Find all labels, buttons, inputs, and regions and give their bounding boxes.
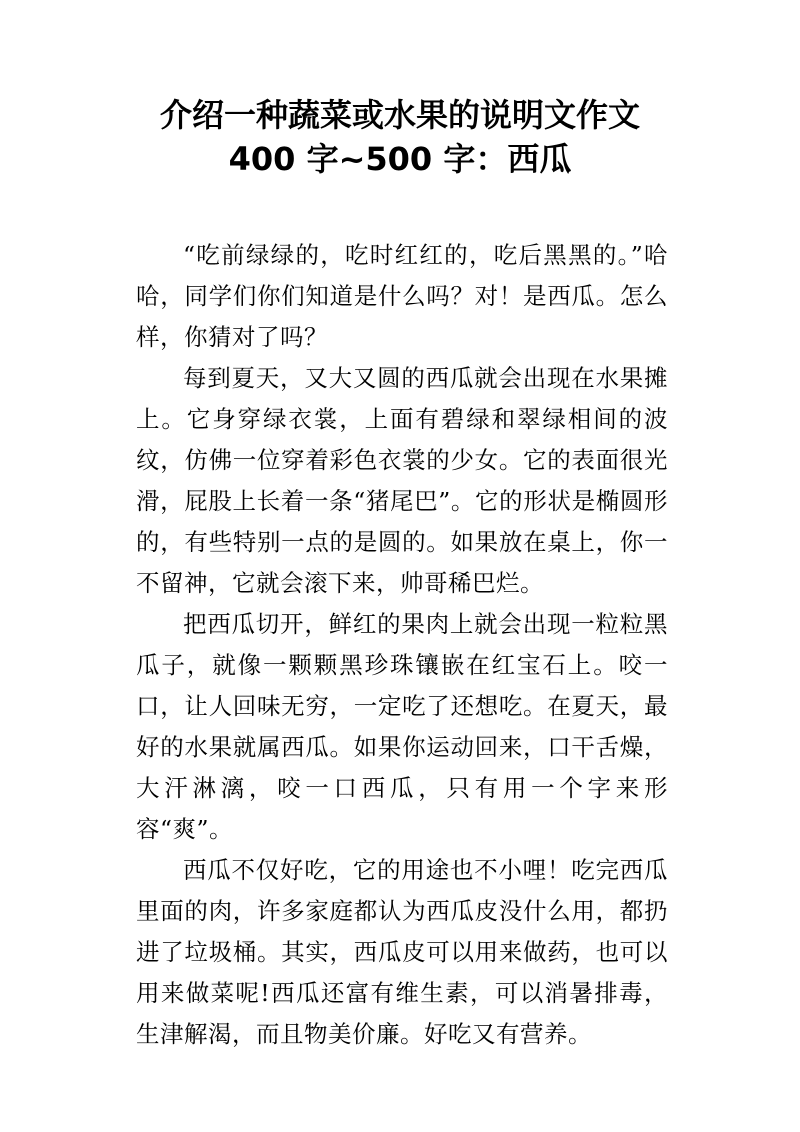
title-line-2: 400 字~500 字：西瓜 [228, 140, 572, 178]
paragraph-1: “吃前绿绿的，吃时红红的，吃后黑黑的。”哈哈，同学们你们知道是什么吗？对！是西瓜。怎么样，你猜对了吗？ [136, 241, 668, 351]
document-body [136, 235, 668, 1055]
paragraph-2: 每到夏天，又大又圆的西瓜就会出现在水果摊上。它身穿绿衣裳，上面有碧绿和翠绿相间的波纹，仿佛一位穿着彩色衣裳的少女。它的表面很光滑，屁股上长着一条“猪尾巴”。它的形状是椭圆形的，有些特别一点的是圆的。如果放在桌上，你一不留神，它就会滚下来，帅哥稀巴烂。 [136, 364, 668, 597]
paragraph-3: 把西瓜切开，鲜红的果肉上就会出现一粒粒黑瓜子，就像一颗颗黑珍珠镶嵌在红宝石上。咬一口，让人回味无穷，一定吃了还想吃。在夏天，最好的水果就属西瓜。如果你运动回来，口干舌燥，大汗淋漓，咬一口西瓜，只有用一个字来形容“爽”。 [136, 610, 668, 843]
paragraph-4: 西瓜不仅好吃，它的用途也不小哩！吃完西瓜里面的肉，许多家庭都认为西瓜皮没什么用，都扔进了垃圾桶。其实，西瓜皮可以用来做药，也可以用来做菜呢!西瓜还富有维生素，可以消暑排毒，生津解渴，而且物美价廉。好吃又有营养。 [136, 856, 668, 1048]
document-title [0, 93, 800, 181]
title-line-1: 介绍一种蔬菜或水果的说明文作文 [159, 96, 640, 134]
